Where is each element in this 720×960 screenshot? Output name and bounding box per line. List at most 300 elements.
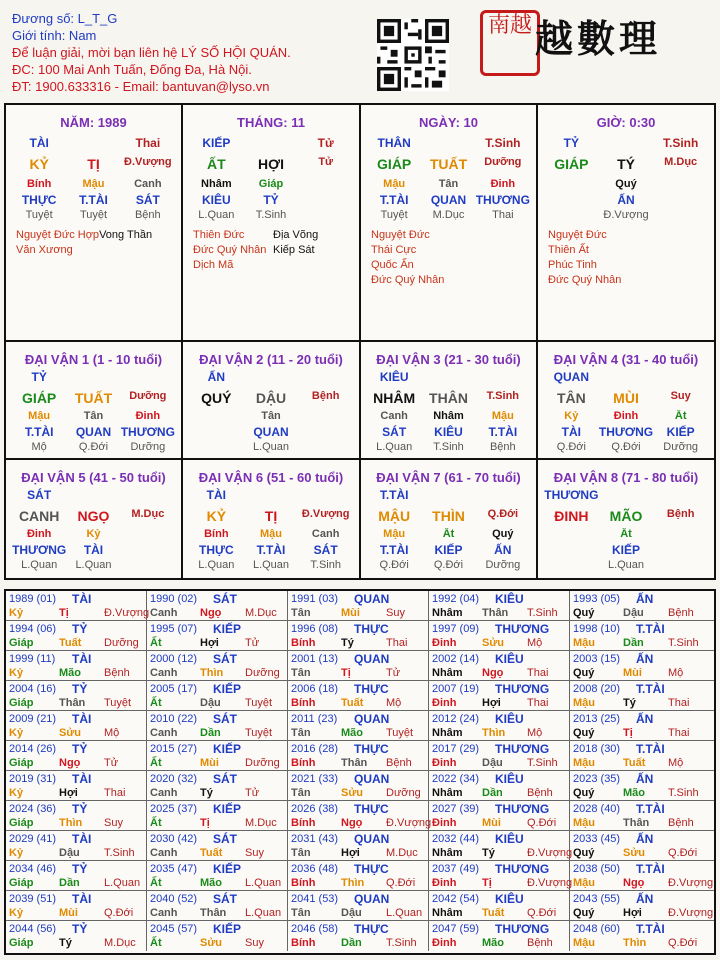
year-cell[interactable] [147, 651, 288, 681]
pillars-cell-text: Mậu [82, 178, 105, 190]
dai_van-cell-text: T.TÀI [24, 425, 54, 439]
year-label: 2001 (13) [291, 653, 339, 665]
year-cell[interactable] [6, 891, 147, 921]
stars-row [193, 243, 353, 258]
pillars-row [544, 178, 708, 190]
pillars-cell-text: TÀI [29, 136, 49, 150]
year-cell[interactable] [288, 891, 429, 921]
pillars-cell-text: L.Quan [198, 209, 235, 221]
year-branch: Thìn [59, 817, 83, 829]
year-ten-god: TỶ [72, 622, 88, 636]
dai_van-row [189, 410, 353, 422]
year-cell[interactable] [147, 801, 288, 831]
year-cell[interactable] [147, 771, 288, 801]
year-phase: Mộ [386, 697, 402, 709]
year-branch: Sửu [341, 787, 364, 799]
year-phase: Tuyệt [245, 697, 273, 709]
pillars-cell-text: Nhâm [201, 178, 232, 190]
year-cell[interactable] [429, 591, 570, 621]
year-cell[interactable] [288, 651, 429, 681]
year-phase: T.Sinh [386, 937, 417, 949]
year-branch: Dần [623, 637, 644, 649]
year-phase: L.Quan [386, 907, 423, 919]
year-cell[interactable] [6, 741, 147, 771]
year-stem: Đinh [432, 877, 457, 889]
year-label: 1990 (02) [150, 593, 198, 605]
stars-list [371, 228, 530, 288]
year-phase: Bệnh [386, 757, 412, 769]
dai_van-cell-text: TÀI [83, 543, 104, 557]
dai_van-row [367, 488, 530, 502]
year-stem: Kỷ [9, 907, 24, 919]
dai_van-cell-text: L.Quan [252, 441, 290, 453]
year-phase: T.Sinh [104, 847, 135, 859]
pillars-cell-text: QUAN [430, 193, 467, 207]
year-cell[interactable] [6, 771, 147, 801]
year-branch: Tuất [623, 757, 646, 769]
dai_van-row [544, 508, 708, 524]
dai_van-row [189, 441, 353, 453]
pillars-cell-text [298, 178, 353, 190]
year-label: 2022 (34) [432, 773, 480, 785]
dai_van-cell-text: CANH [18, 508, 60, 524]
year-label: 1996 (08) [291, 623, 339, 635]
stars-row [548, 243, 708, 258]
dai_van-cell-text: T.TÀI [379, 488, 409, 502]
dai_van-cell-text: Dưỡng [130, 441, 166, 453]
year-cell[interactable] [570, 681, 714, 711]
year-stem: Đinh [432, 937, 457, 949]
dai_van-row [189, 508, 353, 524]
year-phase: Suy [386, 607, 405, 619]
year-cell[interactable] [147, 741, 288, 771]
year-branch: Mão [341, 727, 363, 739]
dai_van-cell-text: Quý [492, 528, 514, 540]
dai_van-cell-text [653, 370, 708, 384]
year-ten-god: THƯƠNG [495, 622, 550, 636]
star-text [451, 228, 531, 243]
year-label: 2017 (29) [432, 743, 480, 755]
year-label: 2014 (26) [9, 743, 57, 755]
pillars-cell-text [244, 136, 299, 150]
stars-row [16, 243, 175, 258]
year-stem: Giáp [9, 937, 34, 949]
year-cell[interactable] [570, 651, 714, 681]
year-cell[interactable] [429, 771, 570, 801]
dai-van-cell[interactable] [538, 342, 714, 460]
year-cell[interactable] [288, 591, 429, 621]
year-cell[interactable] [147, 711, 288, 741]
dai-van-cell[interactable] [183, 342, 361, 460]
dai-van-cell[interactable] [538, 460, 714, 578]
pillars-row [367, 209, 530, 221]
year-cell[interactable] [288, 801, 432, 831]
year-branch: Tý [623, 697, 636, 709]
year-stem: Kỷ [9, 667, 24, 679]
dai_van-cell-text: Đ.Vượng [301, 508, 350, 520]
year-cell[interactable] [429, 891, 570, 921]
seal-logo [480, 10, 540, 76]
dai_van-row [12, 441, 175, 453]
dai_van-cell-text: KIẾP [434, 543, 463, 557]
year-label: 2046 (58) [291, 923, 339, 935]
pillars-row [367, 178, 530, 190]
year-phase: Đ.Vượng [668, 907, 714, 919]
qr-code-icon[interactable] [377, 19, 449, 91]
dai_van-cell-text: Mậu [491, 410, 514, 422]
star-text: Đức Quý Nhân [371, 274, 445, 286]
year-cell[interactable] [6, 831, 147, 861]
dai_van-cell-text: SÁT [313, 543, 338, 557]
dai-van-cell[interactable] [6, 342, 183, 460]
year-stem: Nhâm [432, 787, 463, 799]
year-cell[interactable] [288, 621, 429, 651]
year-cell[interactable] [570, 711, 714, 741]
pillars-row [189, 156, 353, 172]
year-label: 1999 (11) [9, 653, 56, 665]
year-cell[interactable] [6, 801, 147, 831]
year-cell[interactable] [6, 621, 147, 651]
year-stem: Ất [150, 877, 162, 889]
year-phase: Thai [527, 667, 549, 679]
pillars-row [367, 136, 530, 150]
pillars-cell-text: ẤT [207, 156, 226, 172]
year-ten-god: SÁT [213, 592, 237, 606]
pillars-cell-text: Đ.Vượng [603, 209, 649, 221]
year-label: 2048 (60) [573, 923, 621, 935]
year-cell[interactable] [570, 831, 714, 861]
star-text: Đức Quý Nhân [548, 274, 622, 286]
dai_van-row [367, 528, 530, 540]
year-branch: Dần [59, 877, 80, 889]
dai_van-cell-text [121, 559, 175, 571]
year-stem: Bính [291, 817, 316, 829]
pillars-row [12, 193, 175, 207]
year-cell[interactable] [6, 921, 147, 951]
dai_van-row [189, 559, 353, 571]
year-label: 1992 (04) [432, 593, 480, 605]
year-stem: Canh [150, 787, 178, 799]
star-text: Kiếp Sát [273, 244, 315, 256]
dai_van-cell-text: Q.Đới [433, 559, 464, 571]
year-cell[interactable] [288, 861, 429, 891]
year-ten-god: T.TÀI [636, 622, 665, 636]
dai_van-row [367, 559, 530, 571]
star-text: Vong Thần [99, 229, 153, 241]
year-ten-god: THƯƠNG [495, 862, 550, 876]
year-phase: Mộ [104, 727, 120, 739]
dai_van-row [189, 543, 353, 557]
dai_van-cell-text: Dưỡng [663, 441, 699, 453]
year-phase: Q.Đới [668, 847, 698, 859]
dai_van-cell-text: QUÝ [201, 390, 232, 406]
dai_van-cell-text: Bệnh [666, 508, 695, 520]
pillars-row [544, 136, 708, 150]
pillars-cell-text [653, 178, 708, 190]
dai_van-cell-text: KIÊU [379, 370, 409, 384]
year-stem: Quý [573, 847, 595, 859]
year-cell[interactable] [288, 741, 429, 771]
dai_van-cell-text [121, 543, 175, 557]
dai_van-cell-text [544, 559, 599, 571]
year-phase: Tuyệt [386, 727, 414, 739]
dai_van-row [544, 441, 708, 453]
year-phase: Suy [245, 937, 264, 949]
year-ten-god: TÀI [72, 592, 92, 606]
year-phase: L.Quan [245, 907, 282, 919]
year-cell[interactable] [288, 771, 429, 801]
stars-list [16, 228, 175, 258]
dai_van-cell-text: QUAN [253, 425, 289, 439]
pillars-row [367, 156, 530, 172]
year-branch: Dần [341, 937, 362, 949]
year-cell[interactable] [429, 801, 570, 831]
year-stem: Nhâm [432, 607, 463, 619]
year-cell[interactable] [6, 651, 147, 681]
dai_van-cell-text: THỰC [199, 543, 234, 557]
dai_van-cell-text [476, 370, 530, 384]
dai_van-cell-text: Canh [380, 410, 408, 422]
year-cell[interactable] [288, 711, 429, 741]
dai_van-cell-text: TÀI [206, 488, 226, 502]
pillars-cell-text: T.Sinh [485, 136, 521, 150]
dai_van-title: ĐẠI VẬN 1 (1 - 10 tuổi) [24, 352, 163, 367]
year-cell[interactable] [429, 921, 570, 951]
year-cell[interactable] [570, 741, 714, 771]
year-phase: Dưỡng [245, 757, 280, 769]
dai_van-cell-text: Q.Đới [611, 441, 641, 453]
year-stem: Kỷ [9, 607, 24, 619]
year-branch: Mão [623, 787, 645, 799]
year-branch: Mùi [341, 607, 360, 619]
dai_van-cell-text: Đinh [26, 528, 52, 540]
year-cell[interactable] [6, 681, 147, 711]
year-cell[interactable] [147, 921, 288, 951]
dai_van-cell-text: Mộ [31, 441, 47, 453]
dai_van-row [12, 543, 175, 557]
year-phase: Đ.Vượng [668, 877, 714, 889]
year-cell[interactable] [6, 591, 150, 621]
star-text [628, 243, 708, 258]
dai_van-cell-text [244, 488, 299, 502]
dai_van-cell-text: T.Sinh [486, 390, 520, 402]
dai_van-row [189, 370, 353, 384]
dai_van-cell-text: QUAN [75, 425, 112, 439]
year-cell[interactable] [570, 621, 714, 651]
year-stem: Bính [291, 937, 316, 949]
dai_van-cell-text: KIẾP [666, 425, 695, 439]
year-cell[interactable] [429, 711, 570, 741]
year-ten-god: ẤN [636, 892, 654, 906]
dai_van-cell-text: Dưỡng [129, 390, 167, 402]
year-label: 2047 (59) [432, 923, 480, 935]
year-cell[interactable] [288, 681, 429, 711]
year-ten-god: TÀI [72, 772, 92, 786]
dai_van-title: ĐẠI VẬN 4 (31 - 40 tuổi) [553, 352, 699, 367]
year-cell[interactable] [147, 591, 288, 621]
pillars-cell-text: GIÁP [377, 156, 412, 172]
dai_van-cell-text: L.Quan [376, 441, 413, 453]
year-branch: Dần [482, 787, 503, 799]
dai_van-row [367, 410, 530, 422]
pillars-cell-text: Tử [318, 156, 334, 168]
dai_van-cell-text: THƯƠNG [544, 488, 599, 502]
year-cell[interactable] [429, 651, 570, 681]
year-label: 2026 (38) [291, 803, 339, 815]
dai_van-cell-text: Kỷ [86, 528, 101, 540]
pillars-cell-text: T.TÀI [379, 193, 409, 207]
pillars-cell-text: THƯƠNG [475, 193, 530, 207]
year-cell[interactable] [288, 831, 429, 861]
year-ten-god: SÁT [213, 712, 237, 726]
dai_van-row [12, 559, 175, 571]
year-cell[interactable] [6, 711, 147, 741]
pillars-title: NĂM: 1989 [60, 115, 127, 130]
year-branch: Hợi [200, 637, 219, 649]
dai_van-cell-text: Ất [674, 410, 687, 422]
dai_van-row [12, 508, 175, 524]
dai_van-cell-text: M.Dục [131, 508, 165, 520]
year-stem: Mậu [573, 937, 595, 949]
year-ten-god: TÀI [72, 712, 92, 726]
pillars-row [12, 209, 175, 221]
dai_van-row [544, 488, 708, 502]
year-ten-god: THỰC [354, 682, 389, 696]
year-branch: Ngọ [59, 757, 81, 769]
year-branch: Hợi [623, 907, 642, 919]
year-cell[interactable] [147, 861, 288, 891]
year-cell[interactable] [429, 861, 573, 891]
star-text [628, 258, 708, 273]
year-cell[interactable] [570, 771, 714, 801]
dai_van-cell-text: THÂN [429, 390, 468, 406]
year-ten-god: THƯƠNG [495, 682, 550, 696]
star-text: Thái Cực [371, 244, 417, 256]
year-ten-god: KIẾP [213, 922, 242, 936]
year-phase: Q.Đới [386, 877, 416, 889]
year-cell[interactable] [6, 861, 147, 891]
year-cell[interactable] [147, 681, 288, 711]
year-cell[interactable] [429, 831, 573, 861]
dai_van-cell-text: Canh [311, 528, 340, 540]
year-phase: Thai [386, 637, 408, 649]
dai_van-cell-text: Suy [670, 390, 691, 402]
dai-van-cell[interactable] [361, 460, 538, 578]
year-label: 2012 (24) [432, 713, 480, 725]
dai_van-row [12, 528, 175, 540]
year-branch: Thìn [623, 937, 647, 949]
year-cell[interactable] [147, 621, 288, 651]
year-phase: Bệnh [104, 667, 130, 679]
year-cell[interactable] [570, 801, 714, 831]
dai-van-cell[interactable] [361, 342, 538, 460]
dai_van-row [544, 543, 708, 557]
pillars-cell-text: Dưỡng [484, 156, 522, 168]
dai_van-cell-text: L.Quan [252, 559, 290, 571]
dai_van-cell-text [66, 488, 120, 502]
year-label: 2023 (35) [573, 773, 621, 785]
year-stem: Ất [150, 697, 162, 709]
dai_van-title: ĐẠI VẬN 2 (11 - 20 tuổi) [199, 352, 343, 367]
dai_van-title: ĐẠI VẬN 8 (71 - 80 tuổi) [553, 470, 699, 485]
star-text: Thiên Ất [548, 244, 589, 256]
year-stem: Quý [573, 667, 595, 679]
pillar-cell [538, 105, 714, 342]
year-ten-god: SÁT [213, 892, 237, 906]
pillars-cell-text: Quý [615, 178, 637, 190]
year-cell[interactable] [570, 921, 714, 951]
year-phase: Bệnh [527, 937, 553, 949]
stars-row [548, 273, 708, 288]
dai_van-cell-text: TÂN [556, 390, 586, 406]
pillars-cell-text [421, 136, 475, 150]
stars-row [193, 228, 353, 243]
year-cell[interactable] [147, 831, 288, 861]
dai_van-cell-text: L.Quan [21, 559, 58, 571]
dai_van-cell-text: T.Sinh [310, 559, 341, 571]
year-branch: Thân [59, 697, 86, 709]
seal-text: 南越 [487, 13, 532, 38]
year-cell[interactable] [429, 741, 570, 771]
year-phase: Suy [245, 847, 264, 859]
year-cell[interactable] [570, 861, 714, 891]
year-cell[interactable] [429, 621, 570, 651]
year-stem: Mậu [573, 757, 595, 769]
dai_van-cell-text [544, 543, 599, 557]
pillars-row [544, 193, 708, 207]
year-cell[interactable] [288, 921, 429, 951]
dai_van-cell-text: THÌN [432, 508, 465, 524]
year-ten-god: T.TÀI [636, 862, 665, 876]
dai_van-row [189, 425, 353, 439]
dai_van-row [367, 508, 530, 524]
year-cell[interactable] [147, 891, 288, 921]
dai_van-row [189, 528, 353, 540]
year-ten-god: KIÊU [495, 652, 524, 666]
pillars-cell-text: M.Dục [432, 209, 465, 221]
dai-van-cell[interactable] [6, 460, 183, 578]
year-branch: Sửu [59, 727, 82, 739]
year-phase: Tử [245, 637, 260, 649]
dai-van-cell[interactable] [183, 460, 361, 578]
year-stem: Kỷ [9, 787, 24, 799]
year-phase: Mộ [668, 667, 684, 679]
year-stem: Mậu [573, 877, 595, 889]
dai_van-row [367, 441, 530, 453]
dai_van-cell-text: DẬU [255, 390, 287, 406]
year-phase: Tử [386, 667, 401, 679]
dai_van-row [367, 370, 530, 384]
year-phase: Thai [104, 787, 126, 799]
contact-invite: Để luận giải, mời bạn liên hệ LÝ SỐ HỘI QUÁN. [12, 45, 291, 60]
year-cell[interactable] [570, 891, 714, 921]
year-ten-god: TỶ [72, 802, 88, 816]
year-phase: T.Sinh [668, 637, 699, 649]
dai_van-cell-text: SÁT [382, 425, 407, 439]
year-cell[interactable] [570, 591, 714, 621]
year-label: 2037 (49) [432, 863, 480, 875]
year-label: 2016 (28) [291, 743, 339, 755]
year-branch: Tý [482, 847, 495, 859]
year-branch: Tị [59, 607, 69, 619]
year-phase: Q.Đới [668, 937, 698, 949]
year-phase: Q.Đới [527, 817, 557, 829]
dai_van-cell-text: ẤN [207, 370, 225, 384]
year-cell[interactable] [429, 681, 570, 711]
dai_van-cell-text: SÁT [27, 488, 52, 502]
year-branch: Dần [200, 727, 221, 739]
dai_van-cell-text: Ất [620, 528, 632, 540]
